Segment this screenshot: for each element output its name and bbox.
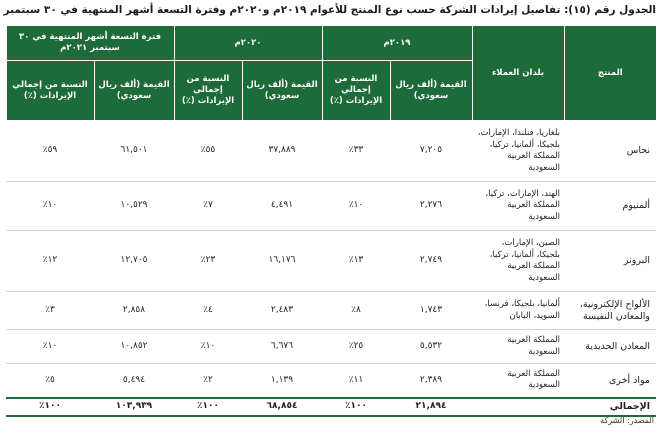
value-2020-cell: ٣٧,٨٨٩ (242, 121, 322, 182)
total-value-2021: ١٠٣,٩٣٩ (94, 398, 174, 416)
countries-cell: ألمانيا، بلجيكا، فرنسا، السويد، اليابان (472, 292, 564, 330)
value-2021-cell: ١٠,٨٥٢ (94, 330, 174, 364)
total-percent-2021: ١٠٠٪ (6, 398, 94, 416)
product-cell: المعادن الحديدية (564, 330, 656, 364)
value-2020-cell: ١٦,١٧٦ (242, 231, 322, 292)
percent-2019-cell: ١١٪ (322, 364, 390, 398)
value-2019-cell: ٢,٣٨٩ (390, 364, 472, 398)
total-percent-2019: ١٠٠٪ (322, 398, 390, 416)
total-percent-2020: ١٠٠٪ (174, 398, 242, 416)
value-2019-cell: ٢,٢٧٦ (390, 182, 472, 231)
header-value-2020: القيمة (ألف ريال سعودي) (242, 61, 322, 121)
header-value-2019: القيمة (ألف ريال سعودي) (390, 61, 472, 121)
countries-cell: المملكة العربية السعودية (472, 330, 564, 364)
header-2019: ٢٠١٩م (322, 26, 472, 61)
percent-2021-cell: ٣٪ (6, 292, 94, 330)
value-2020-cell: ١,١٣٩ (242, 364, 322, 398)
table-row (6, 182, 656, 231)
percent-2021-cell: ١٠٪ (6, 330, 94, 364)
countries-cell: المملكة العربية السعودية (472, 364, 564, 398)
percent-2019-cell: ٢٥٪ (322, 330, 390, 364)
header-2020: ٢٠٢٠م (174, 26, 322, 61)
header-percent-2020: النسبة من إجمالي الإيرادات (٪) (174, 61, 242, 121)
percent-2020-cell: ١٠٪ (174, 330, 242, 364)
countries-cell: بلغاريا، فنلندا، الإمارات، بلجيكا، ألمانيا، تركيا، المملكة العربية السعودية (472, 121, 564, 182)
value-2020-cell: ٢,٤٨٣ (242, 292, 322, 330)
product-cell: ألمنيوم (564, 182, 656, 231)
value-2021-cell: ٦١,٥٠١ (94, 121, 174, 182)
value-2021-cell: ١٢,٧٠٥ (94, 231, 174, 292)
header-countries: بلدان العملاء (472, 26, 564, 121)
header-product: المنتج (564, 26, 656, 121)
table-row (6, 364, 656, 398)
percent-2021-cell: ٥٩٪ (6, 121, 94, 182)
value-2021-cell: ٥,٤٩٤ (94, 364, 174, 398)
table-title: الجدول رقم (١٥): تفاصيل إيرادات الشركة حسب نوع المنتج للأعوام ٢٠١٩م و٢٠٢٠م وفترة التسعة أشهر المنتهية في ٣٠ سبتمبر (3, 4, 656, 16)
product-cell: الألواح الإلكترونية، والمعادن النفيسة (564, 292, 656, 330)
total-value-2020: ٦٨,٨٥٤ (242, 398, 322, 416)
value-2021-cell: ٢,٨٥٨ (94, 292, 174, 330)
header-2021-period: فترة التسعة أشهر المنتهية في ٣٠ سبتمبر ٢٠٢١م (6, 26, 174, 61)
percent-2019-cell: ٣٣٪ (322, 121, 390, 182)
percent-2020-cell: ٢٣٪ (174, 231, 242, 292)
value-2020-cell: ٦,٦٧٦ (242, 330, 322, 364)
header-percent-2019: النسبة من إجمالي الإيرادات (٪) (322, 61, 390, 121)
header-value-2021: القيمة (ألف ريال سعودي) (94, 61, 174, 121)
value-2020-cell: ٤,٤٩١ (242, 182, 322, 231)
value-2019-cell: ٢,٧٤٩ (390, 231, 472, 292)
percent-2021-cell: ١٢٪ (6, 231, 94, 292)
percent-2020-cell: ٤٪ (174, 292, 242, 330)
total-row (6, 398, 656, 416)
value-2021-cell: ١٠,٥٢٩ (94, 182, 174, 231)
table-row (6, 121, 656, 182)
total-label: الإجمالي (472, 398, 656, 416)
value-2019-cell: ١,٧٤٣ (390, 292, 472, 330)
table-row (6, 292, 656, 330)
percent-2021-cell: ٥٪ (6, 364, 94, 398)
percent-2019-cell: ٨٪ (322, 292, 390, 330)
product-cell: نحاس (564, 121, 656, 182)
revenue-table (6, 26, 657, 417)
percent-2021-cell: ١٠٪ (6, 182, 94, 231)
percent-2020-cell: ٧٪ (174, 182, 242, 231)
countries-cell: الصين، الإمارات، بلجيكا، ألمانيا، تركيا، المملكة العربية السعودية (472, 231, 564, 292)
percent-2019-cell: ١٠٪ (322, 182, 390, 231)
value-2019-cell: ٥,٥٣٢ (390, 330, 472, 364)
percent-2019-cell: ١٣٪ (322, 231, 390, 292)
total-value-2019: ٢١,٨٩٤ (390, 398, 472, 416)
table-row (6, 330, 656, 364)
product-cell: البرونز (564, 231, 656, 292)
source-note: المصدر: الشركة (600, 416, 654, 425)
product-cell: مواد أخرى (564, 364, 656, 398)
percent-2020-cell: ٢٪ (174, 364, 242, 398)
percent-2020-cell: ٥٥٪ (174, 121, 242, 182)
table-row (6, 231, 656, 292)
header-percent-2021: النسبة من إجمالي الإيرادات (٪) (6, 61, 94, 121)
value-2019-cell: ٧,٢٠٥ (390, 121, 472, 182)
countries-cell: الهند، الإمارات، تركيا، المملكة العربية السعودية (472, 182, 564, 231)
